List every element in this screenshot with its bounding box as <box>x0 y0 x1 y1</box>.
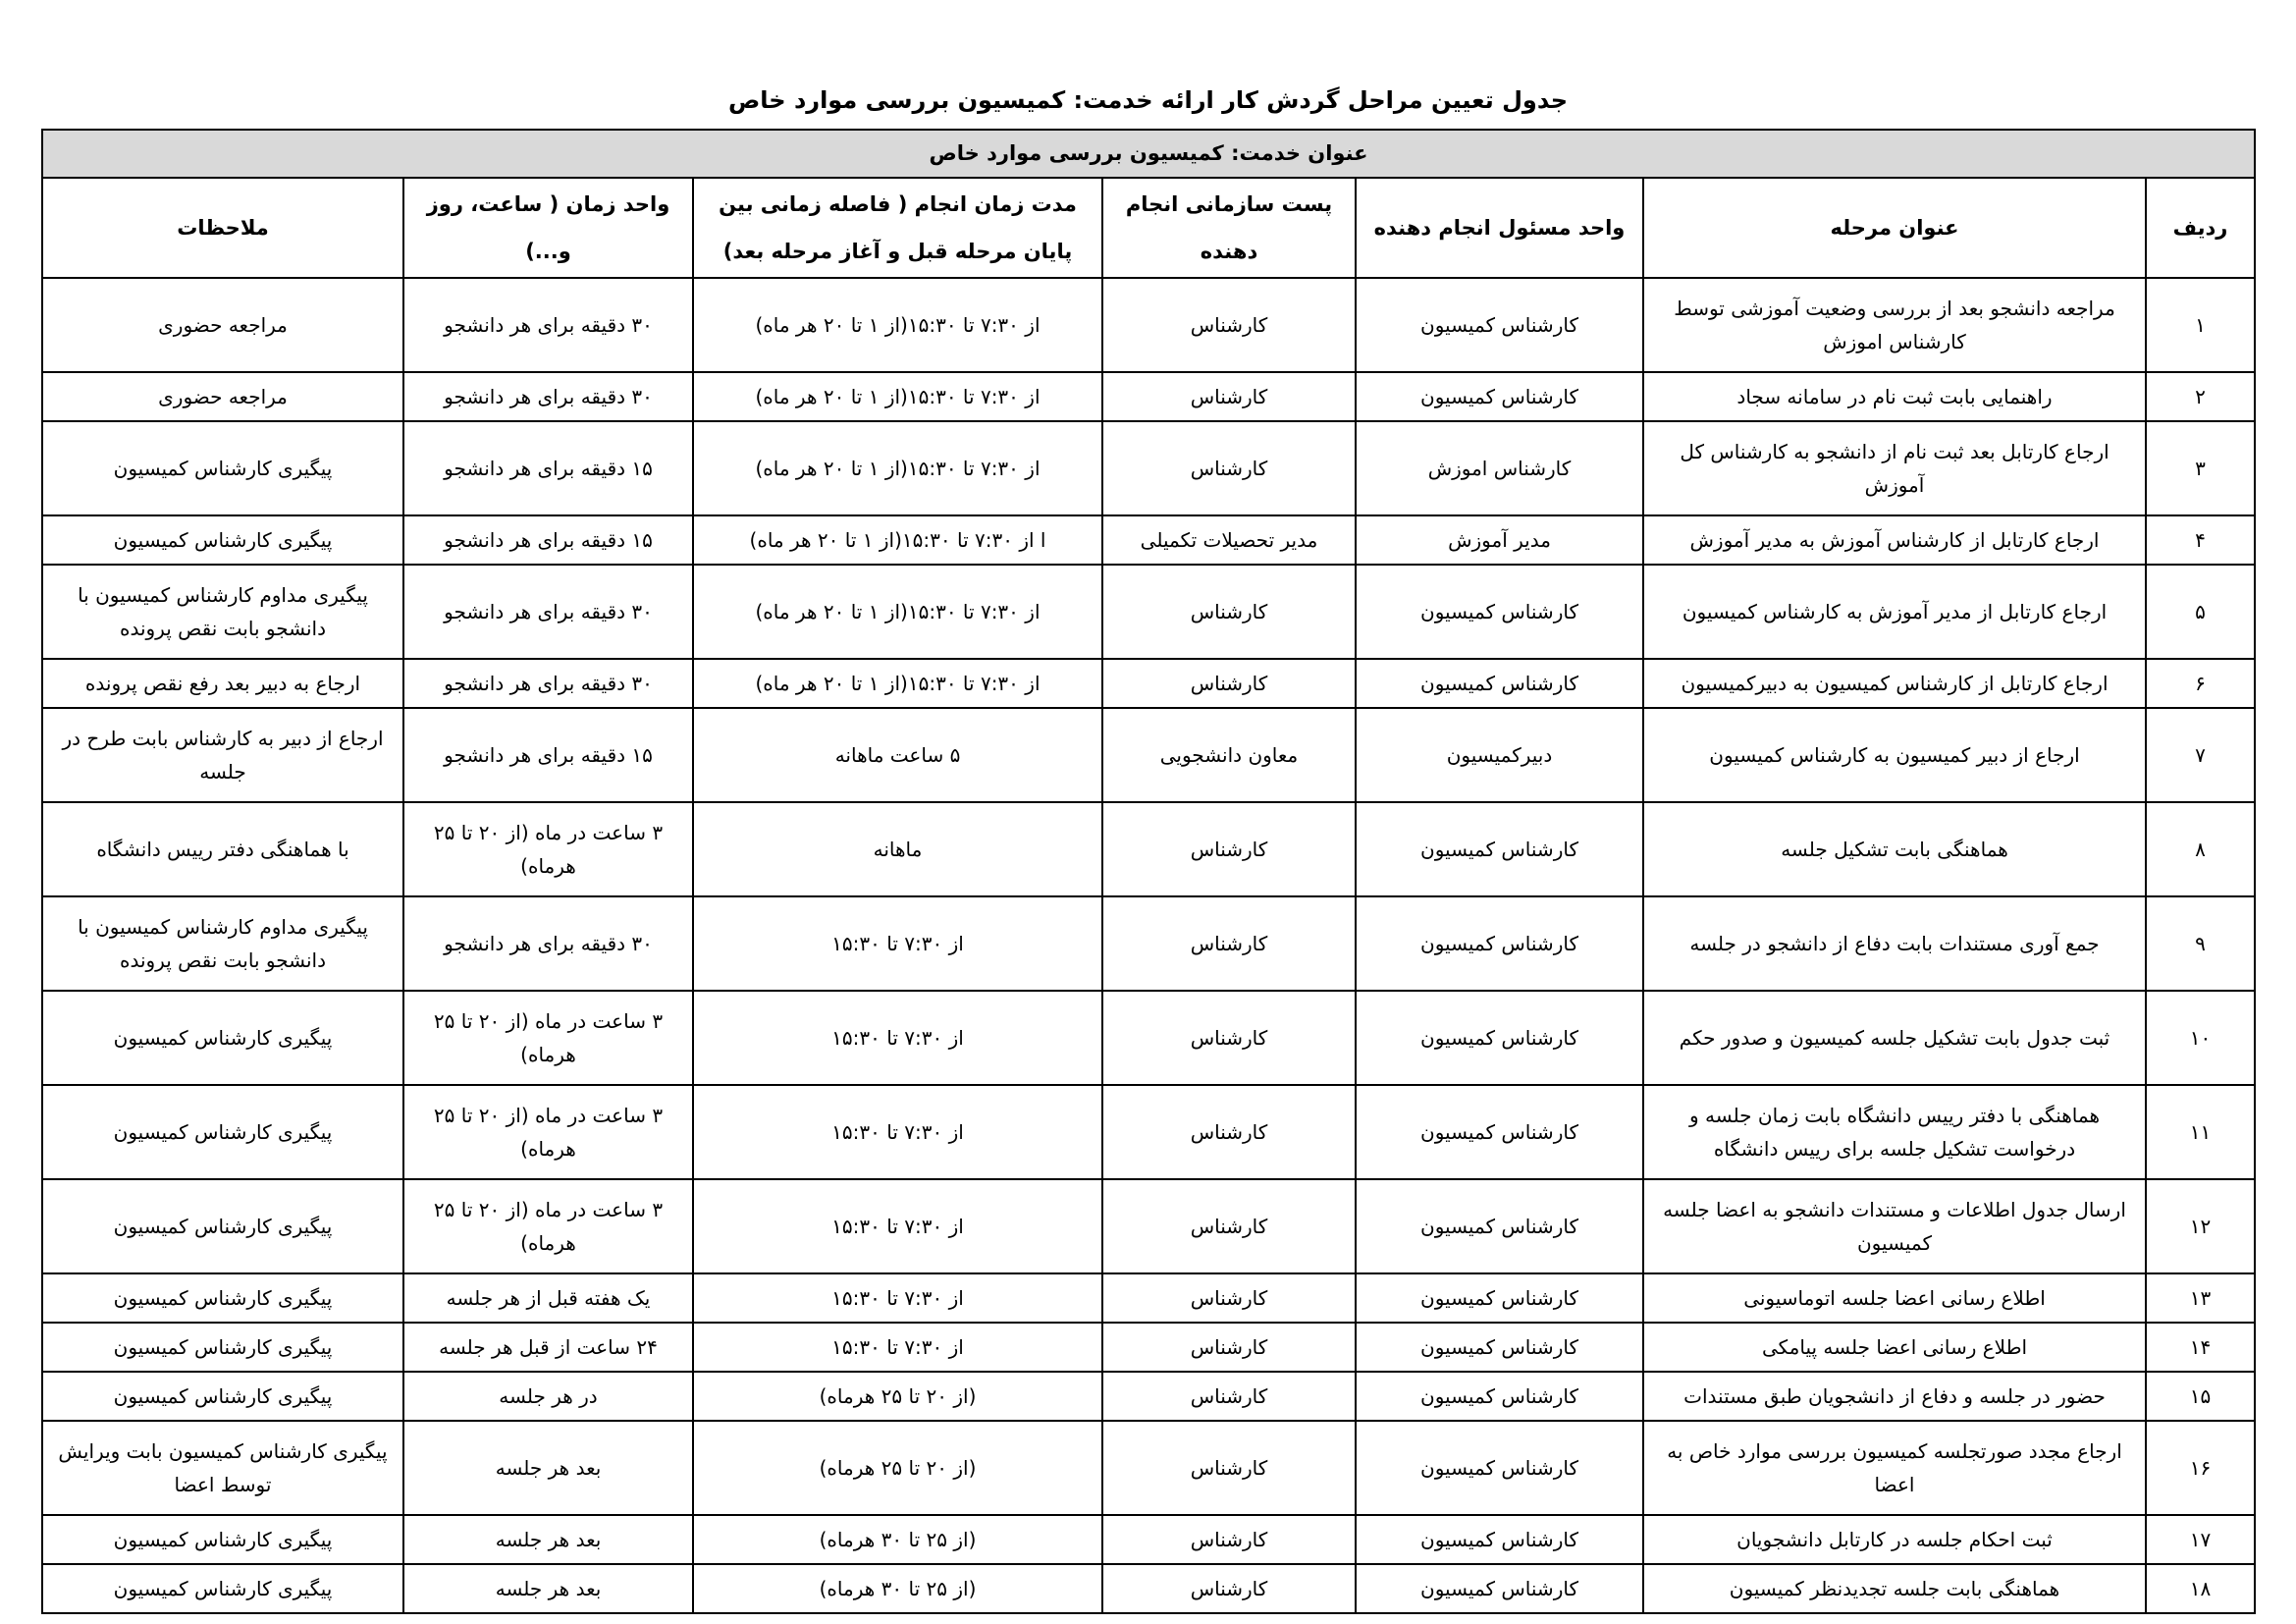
cell-time-unit: ۳ ساعت در ماه (از ۲۰ تا ۲۵ هرماه) <box>403 1085 693 1179</box>
cell-time-unit: بعد هر جلسه <box>403 1515 693 1564</box>
cell-post: کارشناس <box>1102 372 1356 421</box>
cell-step-title: ارجاع از دبیر کمیسیون به کارشناس کمیسیون <box>1643 708 2146 802</box>
cell-time-unit: بعد هر جلسه <box>403 1564 693 1613</box>
cell-time-unit: ۳۰ دقیقه برای هر دانشجو <box>403 896 693 991</box>
cell-step-title: ارجاع کارتابل بعد ثبت نام از دانشجو به کارشناس کل آموزش <box>1643 421 2146 515</box>
cell-time-unit: یک هفته قبل از هر جلسه <box>403 1273 693 1323</box>
cell-responsible-unit: کارشناس کمیسیون <box>1356 278 1643 372</box>
cell-duration: از ۷:۳۰ تا ۱۵:۳۰ <box>693 1085 1102 1179</box>
cell-responsible-unit: کارشناس کمیسیون <box>1356 802 1643 896</box>
cell-row-number: ۷ <box>2146 708 2255 802</box>
cell-responsible-unit: کارشناس کمیسیون <box>1356 1273 1643 1323</box>
cell-row-number: ۱۸ <box>2146 1564 2255 1613</box>
cell-post: کارشناس <box>1102 991 1356 1085</box>
cell-row-number: ۱۵ <box>2146 1372 2255 1421</box>
cell-duration: ماهانه <box>693 802 1102 896</box>
cell-responsible-unit: کارشناس کمیسیون <box>1356 565 1643 659</box>
table-row <box>42 896 2255 991</box>
cell-notes: ارجاع به دبیر بعد رفع نقص پرونده <box>42 659 403 708</box>
cell-step-title: ثبت احکام جلسه در کارتابل دانشجویان <box>1643 1515 2146 1564</box>
cell-duration: (از ۲۰ تا ۲۵ هرماه) <box>693 1372 1102 1421</box>
cell-step-title: ارسال جدول اطلاعات و مستندات دانشجو به اعضا جلسه کمیسیون <box>1643 1179 2146 1273</box>
cell-notes: مراجعه حضوری <box>42 372 403 421</box>
cell-duration: از ۷:۳۰ تا ۱۵:۳۰ <box>693 1323 1102 1372</box>
cell-time-unit: ۳۰ دقیقه برای هر دانشجو <box>403 659 693 708</box>
cell-time-unit: ۳۰ دقیقه برای هر دانشجو <box>403 278 693 372</box>
cell-responsible-unit: کارشناس کمیسیون <box>1356 372 1643 421</box>
cell-responsible-unit: کارشناس کمیسیون <box>1356 1085 1643 1179</box>
cell-post: کارشناس <box>1102 1323 1356 1372</box>
table-row <box>42 515 2255 565</box>
cell-step-title: هماهنگی بابت تشکیل جلسه <box>1643 802 2146 896</box>
header-duration: مدت زمان انجام ( فاصله زمانی بین پایان مرحله قبل و آغاز مرحله بعد) <box>693 178 1102 278</box>
cell-step-title: راهنمایی بابت ثبت نام در سامانه سجاد <box>1643 372 2146 421</box>
cell-duration: از ۷:۳۰ تا ۱۵:۳۰ <box>693 1273 1102 1323</box>
cell-notes: مراجعه حضوری <box>42 278 403 372</box>
cell-responsible-unit: کارشناس کمیسیون <box>1356 1515 1643 1564</box>
cell-notes: پیگیری کارشناس کمیسیون <box>42 1273 403 1323</box>
cell-step-title: هماهنگی با دفتر رییس دانشگاه بابت زمان جلسه و درخواست تشکیل جلسه برای رییس دانشگاه <box>1643 1085 2146 1179</box>
cell-duration: از ۷:۳۰ تا ۱۵:۳۰ <box>693 896 1102 991</box>
cell-duration: (از ۲۵ تا ۳۰ هرماه) <box>693 1515 1102 1564</box>
cell-row-number: ۱ <box>2146 278 2255 372</box>
document-title: جدول تعیین مراحل گردش کار ارائه خدمت: کمیسیون بررسی موارد خاص <box>728 86 1568 114</box>
cell-notes: پیگیری کارشناس کمیسیون <box>42 1564 403 1613</box>
table-row <box>42 1421 2255 1515</box>
cell-post: کارشناس <box>1102 802 1356 896</box>
cell-duration: از ۷:۳۰ تا ۱۵:۳۰(از ۱ تا ۲۰ هر ماه) <box>693 565 1102 659</box>
cell-responsible-unit: کارشناس کمیسیون <box>1356 1421 1643 1515</box>
header-step-title: عنوان مرحله <box>1643 178 2146 278</box>
cell-time-unit: ۱۵ دقیقه برای هر دانشجو <box>403 708 693 802</box>
service-title-row <box>42 130 2255 178</box>
cell-duration: (از ۲۰ تا ۲۵ هرماه) <box>693 1421 1102 1515</box>
cell-responsible-unit: کارشناس کمیسیون <box>1356 896 1643 991</box>
cell-post: مدیر تحصیلات تکمیلی <box>1102 515 1356 565</box>
table-row <box>42 1564 2255 1613</box>
cell-post: کارشناس <box>1102 278 1356 372</box>
cell-notes: پیگیری کارشناس کمیسیون <box>42 1085 403 1179</box>
cell-notes: پیگیری کارشناس کمیسیون <box>42 421 403 515</box>
cell-row-number: ۳ <box>2146 421 2255 515</box>
header-row <box>42 178 2255 278</box>
cell-row-number: ۱۴ <box>2146 1323 2255 1372</box>
cell-notes: ارجاع از دبیر به کارشناس بابت طرح در جلسه <box>42 708 403 802</box>
cell-post: کارشناس <box>1102 659 1356 708</box>
table-row <box>42 1273 2255 1323</box>
cell-notes: پیگیری کارشناس کمیسیون <box>42 1323 403 1372</box>
table-row <box>42 991 2255 1085</box>
cell-post: کارشناس <box>1102 1273 1356 1323</box>
cell-responsible-unit: کارشناس کمیسیون <box>1356 1323 1643 1372</box>
cell-notes: پیگیری مداوم کارشناس کمیسیون با دانشجو بابت نقص پرونده <box>42 896 403 991</box>
cell-time-unit: ۳ ساعت در ماه (از ۲۰ تا ۲۵ هرماه) <box>403 1179 693 1273</box>
cell-row-number: ۵ <box>2146 565 2255 659</box>
cell-post: کارشناس <box>1102 896 1356 991</box>
table-row <box>42 1372 2255 1421</box>
cell-time-unit: ۳ ساعت در ماه (از ۲۰ تا ۲۵ هرماه) <box>403 802 693 896</box>
cell-post: کارشناس <box>1102 1421 1356 1515</box>
cell-time-unit: ۳ ساعت در ماه (از ۲۰ تا ۲۵ هرماه) <box>403 991 693 1085</box>
cell-step-title: هماهنگی بابت جلسه تجدیدنظر کمیسیون <box>1643 1564 2146 1613</box>
table-row <box>42 565 2255 659</box>
cell-row-number: ۶ <box>2146 659 2255 708</box>
header-notes: ملاحظات <box>42 178 403 278</box>
cell-duration: از ۷:۳۰ تا ۱۵:۳۰(از ۱ تا ۲۰ هر ماه) <box>693 372 1102 421</box>
cell-post: کارشناس <box>1102 1564 1356 1613</box>
table-row <box>42 372 2255 421</box>
cell-duration: از ۷:۳۰ تا ۱۵:۳۰ <box>693 1179 1102 1273</box>
cell-step-title: ارجاع مجدد صورتجلسه کمیسیون بررسی موارد خاص به اعضا <box>1643 1421 2146 1515</box>
cell-step-title: ارجاع کارتابل از مدیر آموزش به کارشناس کمیسیون <box>1643 565 2146 659</box>
cell-time-unit: ۱۵ دقیقه برای هر دانشجو <box>403 515 693 565</box>
cell-duration: از ۷:۳۰ تا ۱۵:۳۰(از ۱ تا ۲۰ هر ماه) <box>693 421 1102 515</box>
cell-time-unit: ۳۰ دقیقه برای هر دانشجو <box>403 565 693 659</box>
cell-post: کارشناس <box>1102 1372 1356 1421</box>
table-row <box>42 421 2255 515</box>
cell-notes: پیگیری کارشناس کمیسیون <box>42 1515 403 1564</box>
cell-row-number: ۴ <box>2146 515 2255 565</box>
cell-notes: پیگیری کارشناس کمیسیون بابت ویرایش توسط اعضا <box>42 1421 403 1515</box>
cell-row-number: ۱۲ <box>2146 1179 2255 1273</box>
cell-step-title: جمع آوری مستندات بابت دفاع از دانشجو در جلسه <box>1643 896 2146 991</box>
table-row <box>42 659 2255 708</box>
cell-responsible-unit: کارشناس کمیسیون <box>1356 991 1643 1085</box>
cell-step-title: مراجعه دانشجو بعد از بررسی وضعیت آموزشی توسط کارشناس اموزش <box>1643 278 2146 372</box>
cell-step-title: اطلاع رسانی اعضا جلسه اتوماسیونی <box>1643 1273 2146 1323</box>
cell-row-number: ۱۳ <box>2146 1273 2255 1323</box>
cell-duration: ۵ ساعت ماهانه <box>693 708 1102 802</box>
cell-notes: پیگیری کارشناس کمیسیون <box>42 1372 403 1421</box>
cell-responsible-unit: دبیرکمیسیون <box>1356 708 1643 802</box>
service-title: عنوان خدمت: کمیسیون بررسی موارد خاص <box>42 130 2255 178</box>
cell-step-title: ارجاع کارتابل از کارشناس کمیسیون به دبیرکمیسیون <box>1643 659 2146 708</box>
table-row <box>42 802 2255 896</box>
table-row <box>42 1085 2255 1179</box>
table-row <box>42 278 2255 372</box>
cell-row-number: ۲ <box>2146 372 2255 421</box>
cell-time-unit: بعد هر جلسه <box>403 1421 693 1515</box>
cell-duration: ا از ۷:۳۰ تا ۱۵:۳۰(از ۱ تا ۲۰ هر ماه) <box>693 515 1102 565</box>
cell-duration: از ۷:۳۰ تا ۱۵:۳۰(از ۱ تا ۲۰ هر ماه) <box>693 278 1102 372</box>
cell-row-number: ۱۰ <box>2146 991 2255 1085</box>
cell-post: کارشناس <box>1102 565 1356 659</box>
cell-duration: (از ۲۵ تا ۳۰ هرماه) <box>693 1564 1102 1613</box>
cell-notes: پیگیری کارشناس کمیسیون <box>42 1179 403 1273</box>
cell-time-unit: ۲۴ ساعت از قبل هر جلسه <box>403 1323 693 1372</box>
table-row <box>42 708 2255 802</box>
workflow-table <box>41 129 2256 1614</box>
cell-row-number: ۱۶ <box>2146 1421 2255 1515</box>
cell-time-unit: ۱۵ دقیقه برای هر دانشجو <box>403 421 693 515</box>
cell-responsible-unit: کارشناس کمیسیون <box>1356 1564 1643 1613</box>
cell-notes: پیگیری کارشناس کمیسیون <box>42 991 403 1085</box>
cell-notes: پیگیری کارشناس کمیسیون <box>42 515 403 565</box>
cell-responsible-unit: مدیر آموزش <box>1356 515 1643 565</box>
header-time-unit: واحد زمان ( ساعت، روز و...) <box>403 178 693 278</box>
cell-step-title: حضور در جلسه و دفاع از دانشجویان طبق مستندات <box>1643 1372 2146 1421</box>
cell-post: معاون دانشجویی <box>1102 708 1356 802</box>
cell-duration: از ۷:۳۰ تا ۱۵:۳۰ <box>693 991 1102 1085</box>
header-post: پست سازمانی انجام دهنده <box>1102 178 1356 278</box>
cell-row-number: ۸ <box>2146 802 2255 896</box>
table-row <box>42 1323 2255 1372</box>
cell-notes: با هماهنگی دفتر رییس دانشگاه <box>42 802 403 896</box>
cell-notes: پیگیری مداوم کارشناس کمیسیون با دانشجو بابت نقص پرونده <box>42 565 403 659</box>
cell-responsible-unit: کارشناس کمیسیون <box>1356 1372 1643 1421</box>
cell-time-unit: در هر جلسه <box>403 1372 693 1421</box>
cell-responsible-unit: کارشناس کمیسیون <box>1356 1179 1643 1273</box>
table-row <box>42 1515 2255 1564</box>
cell-post: کارشناس <box>1102 1085 1356 1179</box>
cell-responsible-unit: کارشناس اموزش <box>1356 421 1643 515</box>
cell-time-unit: ۳۰ دقیقه برای هر دانشجو <box>403 372 693 421</box>
cell-post: کارشناس <box>1102 1179 1356 1273</box>
cell-step-title: ثبت جدول بابت تشکیل جلسه کمیسیون و صدور حکم <box>1643 991 2146 1085</box>
cell-step-title: ارجاع کارتابل از کارشناس آموزش به مدیر آموزش <box>1643 515 2146 565</box>
header-responsible-unit: واحد مسئول انجام دهنده <box>1356 178 1643 278</box>
cell-post: کارشناس <box>1102 1515 1356 1564</box>
cell-duration: از ۷:۳۰ تا ۱۵:۳۰(از ۱ تا ۲۰ هر ماه) <box>693 659 1102 708</box>
cell-row-number: ۹ <box>2146 896 2255 991</box>
cell-step-title: اطلاع رسانی اعضا جلسه پیامکی <box>1643 1323 2146 1372</box>
cell-row-number: ۱۱ <box>2146 1085 2255 1179</box>
cell-post: کارشناس <box>1102 421 1356 515</box>
table-row <box>42 1179 2255 1273</box>
cell-row-number: ۱۷ <box>2146 1515 2255 1564</box>
header-row-no: ردیف <box>2146 178 2255 278</box>
cell-responsible-unit: کارشناس کمیسیون <box>1356 659 1643 708</box>
